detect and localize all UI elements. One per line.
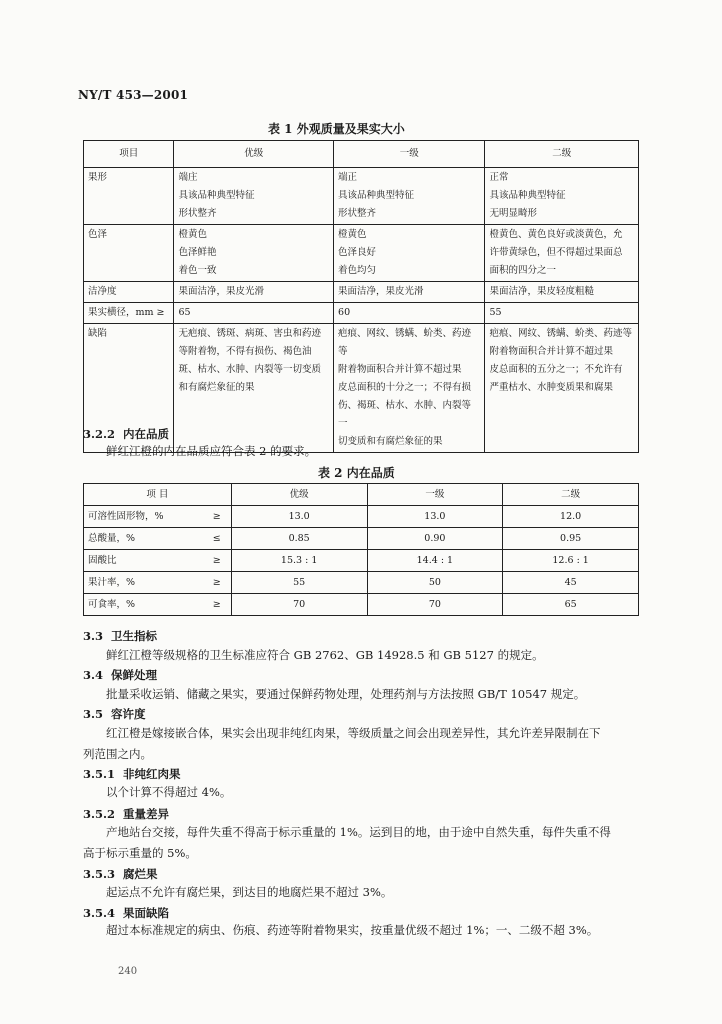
table-cell: 橙黄色 色泽良好 着色均匀: [334, 225, 485, 282]
section-3-5-4-heading: 3.5.4 果面缺陷: [83, 906, 170, 920]
section-3-5-3-heading: 3.5.3 腐烂果: [83, 867, 158, 881]
section-3-5-2-text-line2: 高于标示重量的 5%。: [83, 846, 197, 860]
table-cell: 橙黄色、黄色良好或淡黄色，允 许带黄绿色，但不得超过果面总 面积的四分之一: [485, 225, 639, 282]
col-header-item: 项 目: [84, 484, 232, 506]
section-3-2-2-heading: 3.2.2 内在品质: [83, 427, 170, 441]
table1-caption: 表 1 外观质量及果实大小: [268, 122, 405, 136]
col-header-grade1: 一级: [334, 141, 485, 168]
table-row: [84, 550, 639, 572]
table-cell: 疤痕、网纹、锈螨、蚧类、药迹等 附着物面积合并计算不超过果 皮总面积的十分之一；不得有损 伤、褐斑、枯水、水肿、内裂等一 切变质和有腐烂象征的果: [334, 324, 485, 453]
section-3-5-3-text: 起运点不允许有腐烂果，到达目的地腐烂果不超过 3%。: [106, 885, 393, 899]
col-header-premium: 优级: [231, 484, 367, 506]
table-cell: 端正 具该品种典型特征 形状整齐: [334, 168, 485, 225]
section-3-4-text: 批量采收运销、储藏之果实，要通过保鲜药物处理，处理药剂与方法按照 GB/T 10547 规定。: [106, 687, 586, 701]
section-3-5-text-line1: 红江橙是嫁接嵌合体，果实会出现非纯红肉果，等级质量之间会出现差异性，其允许差异限制在下: [106, 726, 601, 740]
table-cell: 0.90: [367, 528, 503, 550]
comparison-symbol: ≥: [203, 594, 232, 616]
table-cell: 60: [334, 303, 485, 324]
table-cell: 橙黄色 色泽鲜艳 着色一致: [174, 225, 334, 282]
col-header-grade2: 二级: [485, 141, 639, 168]
table-row-shape: [84, 168, 639, 225]
col-header-item: 项目: [84, 141, 174, 168]
table-cell: 正常 具该品种典型特征 无明显畸形: [485, 168, 639, 225]
table-row-diameter: [84, 303, 639, 324]
internal-quality-table: [83, 483, 639, 616]
row-label: 果汁率，%: [84, 572, 203, 594]
section-3-5-2-heading: 3.5.2 重量差异: [83, 807, 170, 821]
table-cell: 果面洁净，果皮轻度粗糙: [485, 282, 639, 303]
table-cell: 12.0: [503, 506, 639, 528]
section-3-5-1-heading: 3.5.1 非纯红肉果: [83, 767, 181, 781]
table-cell: 疤痕、网纹、锈螨、蚧类、药迹等 附着物面积合并计算不超过果 皮总面积的五分之一；不允许有 严重枯水、水肿变质果和腐果: [485, 324, 639, 453]
row-label: 可食率，%: [84, 594, 203, 616]
table-row: [84, 528, 639, 550]
col-header-grade2: 二级: [503, 484, 639, 506]
table-cell: 55: [485, 303, 639, 324]
table-row: [84, 572, 639, 594]
table-cell: 果面洁净，果皮光滑: [334, 282, 485, 303]
section-3-4-heading: 3.4 保鲜处理: [83, 668, 158, 682]
table-row-cleanliness: [84, 282, 639, 303]
row-label: 总酸量，%: [84, 528, 203, 550]
table-cell: 无疤痕、锈斑、病斑、害虫和药迹 等附着物，不得有损伤、褐色油 斑、枯水、水肿、内裂等一切变质 和有腐烂象征的果: [174, 324, 334, 453]
row-label: 果实横径，mm ≥: [84, 303, 174, 324]
col-header-premium: 优级: [174, 141, 334, 168]
table-header-row: [84, 484, 639, 506]
comparison-symbol: ≥: [203, 572, 232, 594]
table-row: [84, 594, 639, 616]
table-row: [84, 506, 639, 528]
table-header-row: [84, 141, 639, 168]
table2-caption: 表 2 内在品质: [318, 466, 395, 480]
comparison-symbol: ≤: [203, 528, 232, 550]
row-label: 洁净度: [84, 282, 174, 303]
section-3-5-text-line2: 列范围之内。: [83, 747, 152, 761]
row-label: 缺陷: [84, 324, 174, 453]
col-header-grade1: 一级: [367, 484, 503, 506]
table-cell: 0.85: [231, 528, 367, 550]
row-label: 果形: [84, 168, 174, 225]
section-3-5-4-text: 超过本标准规定的病虫、伤痕、药迹等附着物果实，按重量优级不超过 1%；一、二级不超 3%。: [106, 923, 599, 937]
table-cell: 15.3 : 1: [231, 550, 367, 572]
table-cell: 45: [503, 572, 639, 594]
section-3-5-1-text: 以个计算不得超过 4%。: [106, 785, 232, 799]
table-cell: 50: [367, 572, 503, 594]
comparison-symbol: ≥: [203, 550, 232, 572]
table-cell: 55: [231, 572, 367, 594]
comparison-symbol: ≥: [203, 506, 232, 528]
table-cell: 70: [231, 594, 367, 616]
table-cell: 13.0: [231, 506, 367, 528]
section-3-5-2-text-line1: 产地站台交接，每件失重不得高于标示重量的 1%。运到目的地，由于途中自然失重，每件失重不得: [106, 825, 611, 839]
appearance-quality-table: [83, 140, 639, 453]
row-label: 色泽: [84, 225, 174, 282]
section-3-3-text: 鲜红江橙等级规格的卫生标准应符合 GB 2762、GB 14928.5 和 GB 5127 的规定。: [106, 648, 544, 662]
page-number: 240: [118, 966, 138, 977]
table-cell: 70: [367, 594, 503, 616]
table-row-color: [84, 225, 639, 282]
table-cell: 65: [503, 594, 639, 616]
table-cell: 果面洁净，果皮光滑: [174, 282, 334, 303]
row-label: 固酸比: [84, 550, 203, 572]
table-cell: 0.95: [503, 528, 639, 550]
table-cell: 端庄 具该品种典型特征 形状整齐: [174, 168, 334, 225]
table-cell: 13.0: [367, 506, 503, 528]
table-cell: 14.4 : 1: [367, 550, 503, 572]
standard-code-header: NY/T 453—2001: [78, 88, 189, 102]
row-label: 可溶性固形物，%: [84, 506, 203, 528]
table-cell: 65: [174, 303, 334, 324]
section-3-3-heading: 3.3 卫生指标: [83, 629, 158, 643]
section-3-5-heading: 3.5 容许度: [83, 707, 146, 721]
table-cell: 12.6 : 1: [503, 550, 639, 572]
section-3-2-2-text: 鲜红江橙的内在品质应符合表 2 的要求。: [106, 444, 317, 458]
